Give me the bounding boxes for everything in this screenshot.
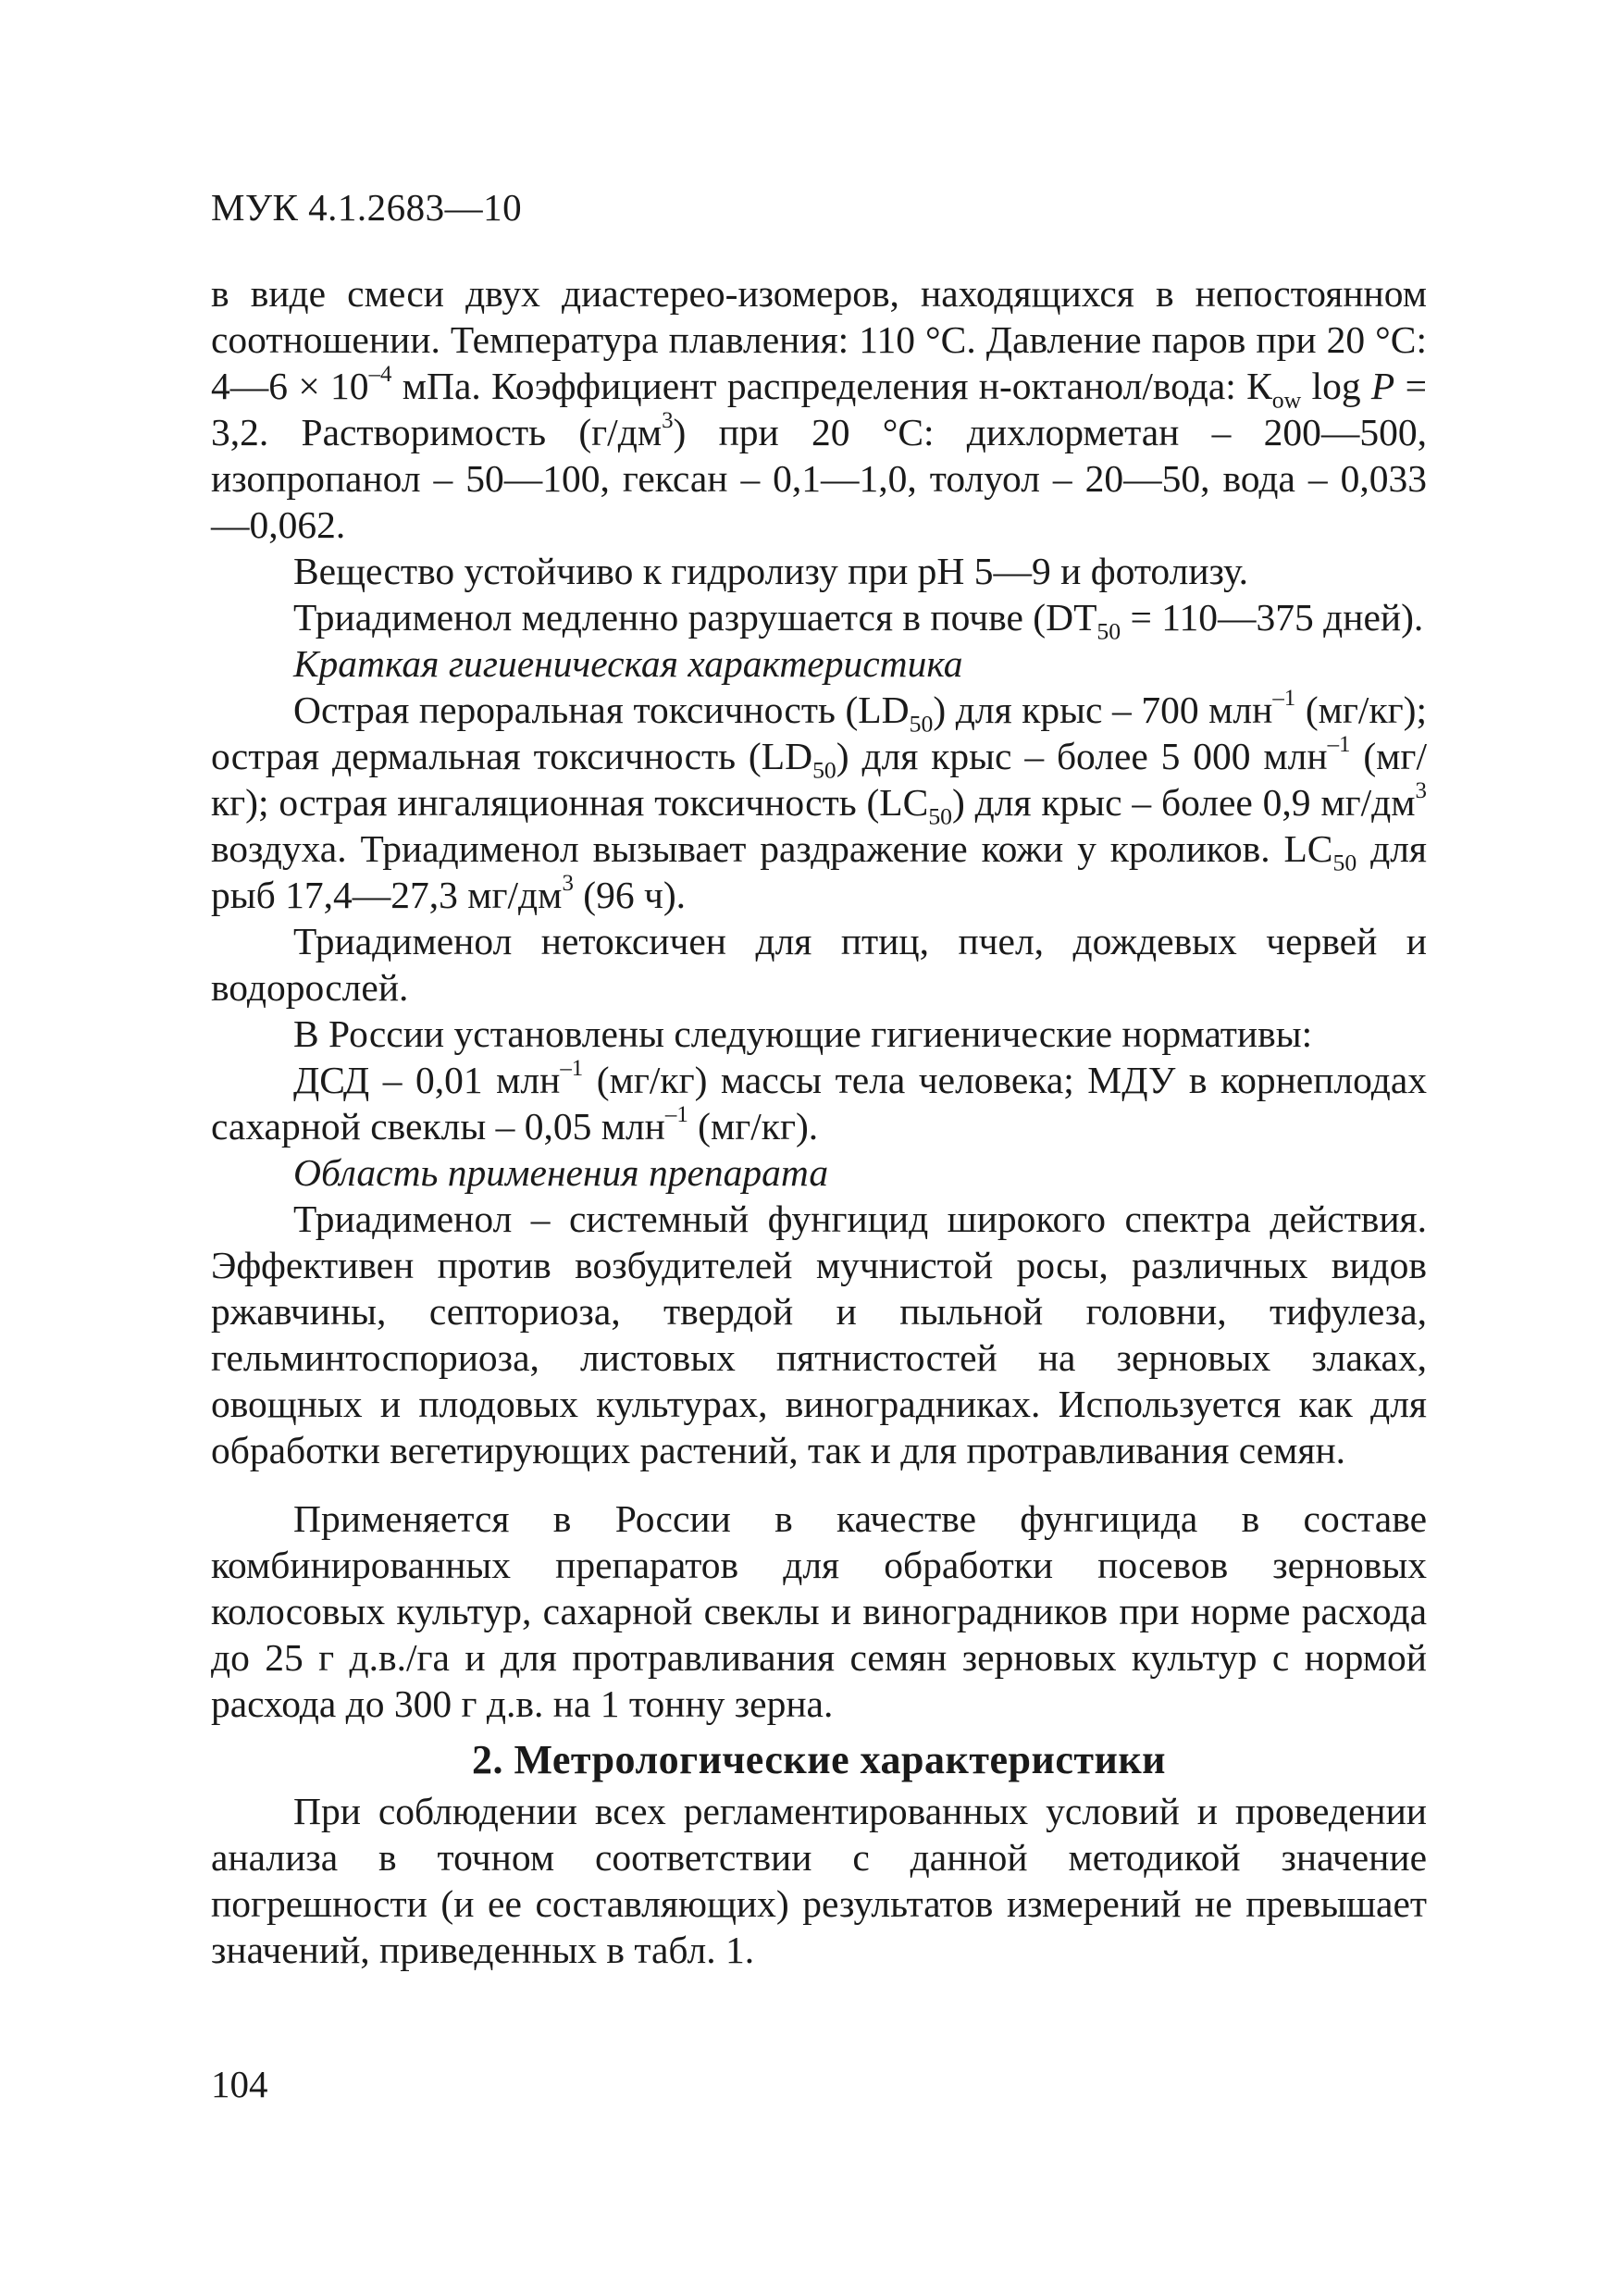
paragraph-soil-degradation: Триадименол медленно разрушается в почве ($DT_{50}$ = 110—375 дней). — [293, 596, 1424, 645]
section-title-metrology: 2. Метрологические характеристики — [471, 1737, 1167, 1782]
paragraph-non-toxic: Триадименол нетоксичен для птиц, пчел, дождевых червей и водорослей. — [211, 920, 1427, 1009]
heading-application-area: Область применения препарата — [293, 1151, 829, 1194]
paragraph-hydrolysis: Вещество устойчиво к гидролизу при рН 5—9 и фотолизу. — [293, 550, 1249, 592]
paragraph-russia-norms-intro: В России установлены следующие гигиенические нормативы: — [293, 1012, 1313, 1055]
paragraph-usage-russia: Применяется в России в качестве фунгицида в составе комбинированных препаратов для обработки посевов зерновых колосовых культур, сахарной свеклы и виноградников при норме расхода до 25 г д.в./га и для протравливания семян зерновых культур с нормой расхода до 300 г д.в. на 1 тонну зерна. — [211, 1497, 1427, 1725]
paragraph-properties: в виде смеси двух диастерео-изомеров, находящихся в непостоянном соотношении. Температура плавления: 110 °С. Давление паров при 20 °С: 4—6 × $10^{-4}$ мПа. Коэффициент распределения н-октанол/вода: $К_{ow}$ log P = 3,2. Растворимость $(г/дм^3)$ при 20 °С: дихлорметан – 200—500, изопропанол – 50—100, гексан – 0,1—1,0, толуол – 20—50, вода – 0,033—0,062. — [211, 272, 1428, 546]
document-body — [211, 270, 1427, 1973]
document-code-header: МУК 4.1.2683—10 — [211, 186, 523, 229]
paragraph-metrology: При соблюдении всех регламентированных условий и проведении анализа в точном соответствии с данной методикой значение погрешности (и ее составляющих) результатов измерений не превышает значений, приведенных в табл. 1. — [211, 1790, 1427, 1971]
paragraph-toxicity: Острая пероральная токсичность $(LD_{50})$ для крыс – 700 млн$^{-1}$ (мг/кг); острая дермальная токсичность $(LD_{50})$ для крыс – более 5 000 млн$^{-1}$ (мг/кг); острая ингаляционная токсичность $(LC_{50})$ для крыс – более 0,9 $мг/дм^3$ воздуха. Триадименол вызывает раздражение кожи у кроликов. $LC_{50}$ для рыб 17,4—27,3 $мг/дм^3$ (96 ч). — [211, 686, 1427, 916]
page-number: 104 — [211, 2063, 268, 2105]
paragraph-fungicide-description: Триадименол – системный фунгицид широкого спектра действия. Эффективен против возбудителей мучнистой росы, различных видов ржавчины, септориоза, твердой и пыльной головни, тифулеза, гельминтоспориоза, листовых пятнистостей на зерновых злаках, овощных и плодовых культурах, виноградниках. Используется как для обработки вегетирующих растений, так и для протравливания семян. — [211, 1198, 1427, 1471]
heading-hygienic-characteristics: Краткая гигиеническая характеристика — [293, 642, 963, 685]
paragraph-norms: ДСД – 0,01 млн$^{-1}$ (мг/кг) массы тела человека; МДУ в корнеплодах сахарной свеклы – 0,05 млн$^{-1}$ (мг/кг). — [211, 1056, 1427, 1148]
